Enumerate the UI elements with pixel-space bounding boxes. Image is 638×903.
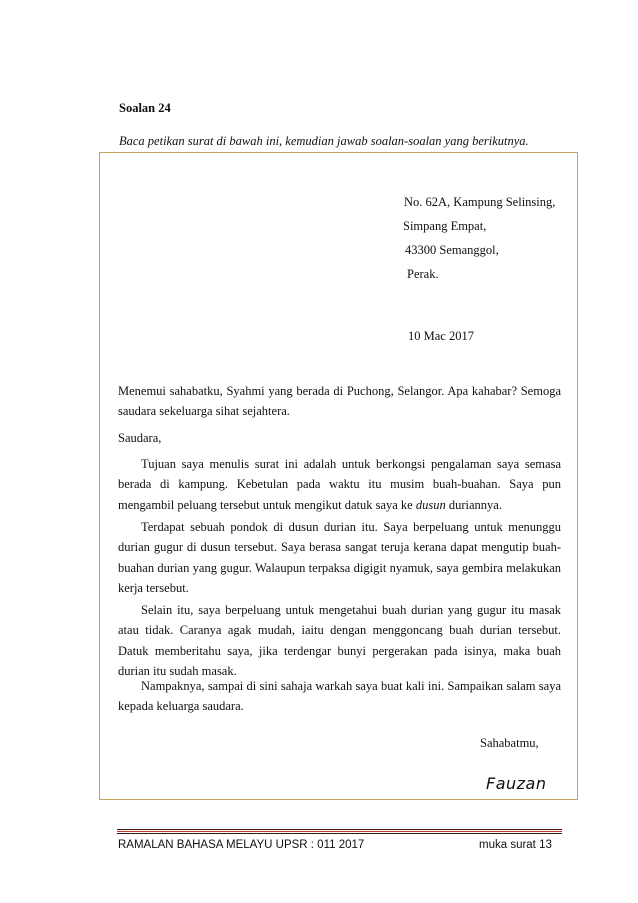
paragraph-4: [118, 676, 561, 717]
paragraph-1-italic: dusun: [415, 497, 446, 512]
footer-left-text: RAMALAN BAHASA MELAYU UPSR : 011 2017: [118, 839, 365, 851]
paragraph-1-before: Tujuan saya menulis surat ini adalah untuk berkongsi pengalaman saya semasa berada di kampung. Kebetulan pada waktu itu musim buah-buahan. Saya pun mengambil peluang tersebut untuk mengikut datuk saya ke: [118, 457, 561, 512]
address-line-4: Perak.: [407, 267, 439, 281]
paragraph-1: [118, 454, 561, 515]
paragraph-1-after: duriannya.: [445, 497, 502, 512]
address-line-1: No. 62A, Kampung Selinsing,: [404, 195, 556, 209]
footer-rule: [117, 829, 562, 834]
greeting-text: Menemui sahabatku, Syahmi yang berada di Puchong, Selangor. Apa kahabar? Semoga saudara sekeluarga sihat sejahtera.: [118, 384, 561, 419]
paragraph-4-text: Nampaknya, sampai di sini sahaja warkah saya buat kali ini. Sampaikan salam saya kepada keluarga saudara.: [118, 679, 561, 714]
page-number: muka surat 13: [479, 839, 552, 851]
salutation-text: Saudara,: [118, 431, 162, 445]
footer-rule-line-1: [117, 829, 562, 830]
signature: Fauzan: [486, 774, 547, 793]
sign-off: Sahabatmu,: [480, 736, 539, 750]
letter-date: 10 Mac 2017: [408, 329, 474, 343]
letter-greeting: [118, 381, 561, 422]
footer-rule-line-3: [117, 833, 562, 834]
question-title: Soalan 24: [119, 101, 171, 115]
letter-salutation: [118, 428, 561, 448]
paragraph-2: [118, 517, 561, 598]
paragraph-3: [118, 600, 561, 681]
question-instruction: Baca petikan surat di bawah ini, kemudian jawab soalan-soalan yang berikutnya.: [119, 134, 529, 148]
footer-rule-line-2: [117, 831, 562, 832]
paragraph-3-text: Selain itu, saya berpeluang untuk mengetahui buah durian yang gugur itu masak atau tidak. Caranya agak mudah, iaitu dengan menggoncang buah durian tersebut. Datuk memberitahu saya, jika terdengar bunyi pergerakan pada isinya, maka buah durian itu sudah masak.: [118, 603, 561, 678]
paragraph-1-text: [118, 454, 561, 515]
paragraph-2-text: Terdapat sebuah pondok di dusun durian itu. Saya berpeluang untuk menunggu durian gugur di dusun tersebut. Saya berasa sangat teruja kerana dapat mengutip buah-buahan durian yang gugur. Walaupun terpaksa digigit nyamuk, saya gembira melakukan kerja tersebut.: [118, 520, 561, 595]
address-line-2: Simpang Empat,: [403, 219, 487, 233]
address-line-3: 43300 Semanggol,: [405, 243, 499, 257]
